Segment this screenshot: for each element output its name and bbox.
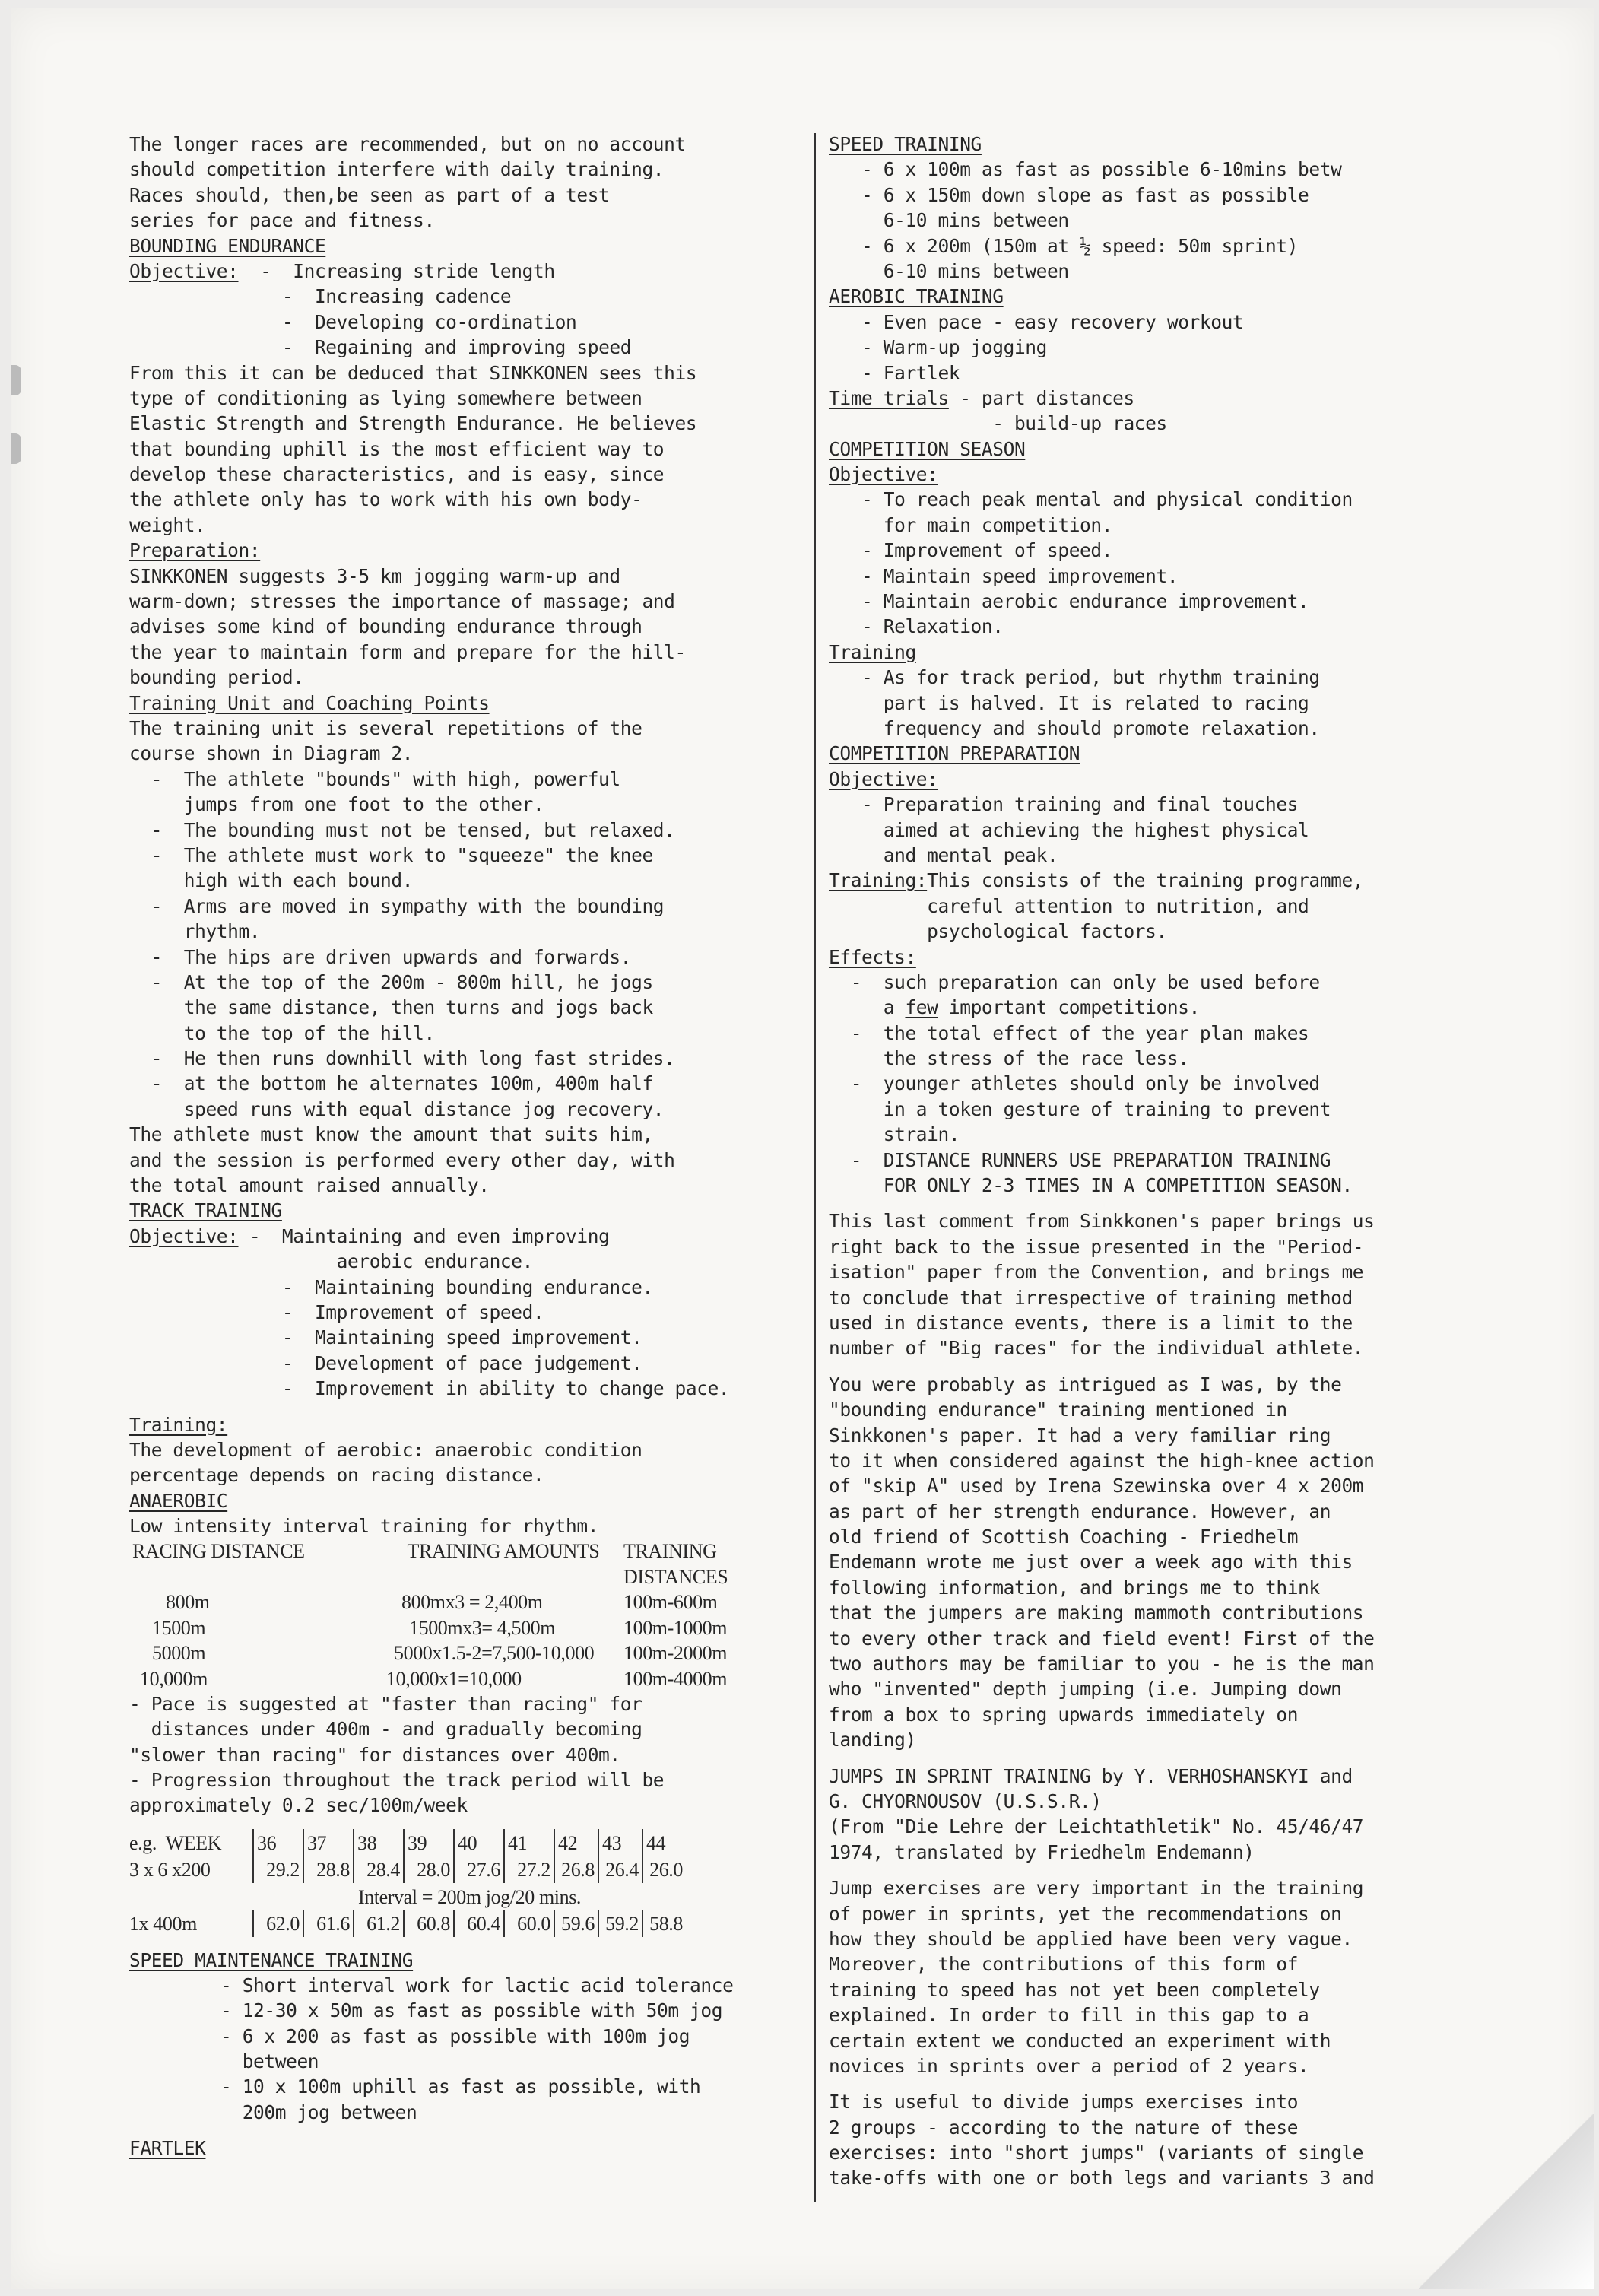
body-line: psychological factors. xyxy=(829,920,1167,943)
coaching-point: - at the bottom he alternates 100m, 400m half xyxy=(129,1072,653,1095)
body-line: that the jumpers are making mammoth contributions xyxy=(829,1602,1364,1624)
section-heading: SPEED TRAINING xyxy=(829,133,982,155)
list-item: - Short interval work for lactic acid tolerance xyxy=(220,1974,734,1996)
objective-item: - Maintaining speed improvement. xyxy=(281,1326,642,1349)
table-cell: 5000m xyxy=(152,1642,206,1665)
list-item: - part distances xyxy=(948,386,1134,409)
body-line: course shown in Diagram 2. xyxy=(129,742,414,765)
table-cell: 60.4 xyxy=(454,1910,504,1936)
table-cell: 28.0 xyxy=(404,1856,454,1882)
table-cell: 100m-2000m xyxy=(623,1642,728,1665)
body-line: explained. In order to fill in this gap to a xyxy=(829,2004,1309,2027)
body-line: From this it can be deduced that SINKKONEN sees this xyxy=(129,361,697,384)
section-heading: Preparation: xyxy=(129,539,261,562)
coaching-point: jumps from one foot to the other. xyxy=(129,793,544,816)
table-cell: 26.8 xyxy=(554,1856,598,1882)
coaching-point: - At the top of the 200m - 800m hill, he jogs xyxy=(129,970,653,993)
article-source: (From "Die Lehre der Leichtathletik" No. 45/46/47 xyxy=(829,1815,1364,1838)
table-header: 43 xyxy=(598,1829,642,1856)
table-cell: 27.2 xyxy=(504,1856,554,1882)
table-cell: 60.8 xyxy=(404,1910,454,1936)
body-line: take-offs with one or both legs and variants 3 and xyxy=(829,2167,1375,2190)
list-item: and mental peak. xyxy=(829,843,1058,866)
table-header: 36 xyxy=(253,1829,303,1856)
coaching-point: rhythm. xyxy=(129,920,261,943)
table-header: TRAINING xyxy=(623,1540,717,1563)
list-item: - the total effect of the year plan makes xyxy=(829,1021,1309,1044)
body-line: percentage depends on racing distance. xyxy=(129,1464,544,1487)
body-line: that bounding uphill is the most efficient way to xyxy=(129,437,665,460)
list-item: - To reach peak mental and physical condition xyxy=(829,488,1353,511)
coaching-point: speed runs with equal distance jog recovery. xyxy=(129,1097,665,1120)
table-header: DISTANCES xyxy=(623,1565,728,1588)
objective-item: - Developing co-ordination xyxy=(281,310,577,333)
body-line: advises some kind of bounding endurance through xyxy=(129,615,642,638)
body-line: Moreover, the contributions of this form of xyxy=(829,1953,1299,1976)
article-source: 1974, translated by Friedhelm Endemann) xyxy=(829,1840,1255,1863)
section-heading: COMPETITION PREPARATION xyxy=(829,742,1080,765)
body-line: the year to maintain form and prepare for the hill- xyxy=(129,640,686,663)
list-item: a xyxy=(829,996,906,1019)
article-title: JUMPS IN SPRINT TRAINING by Y. VERHOSHANSKYI and xyxy=(829,1764,1353,1787)
body-line: two authors may be familiar to you - he is the man xyxy=(829,1653,1375,1675)
objective-label: Objective: xyxy=(829,463,938,486)
racing-distance-table xyxy=(129,1539,731,1691)
table-cell: 61.2 xyxy=(354,1910,404,1936)
table-header: e.g. WEEK xyxy=(129,1831,222,1854)
body-line: landing) xyxy=(829,1729,916,1751)
list-item: between xyxy=(220,2050,319,2073)
coaching-point: - Arms are moved in sympathy with the bounding xyxy=(129,894,665,917)
table-cell: 29.2 xyxy=(253,1856,303,1882)
table-row xyxy=(129,1640,731,1666)
binder-hole xyxy=(11,433,21,464)
section-heading: Effects: xyxy=(829,945,916,968)
section-heading: Training xyxy=(829,640,916,663)
body-line: approximately 0.2 sec/100m/week xyxy=(129,1794,468,1817)
list-item: in a token gesture of training to prevent xyxy=(829,1097,1331,1120)
list-item: strain. xyxy=(829,1123,960,1146)
body-line: the athlete only has to work with his own body- xyxy=(129,488,642,511)
table-cell: 58.8 xyxy=(642,1910,686,1936)
list-item: frequency and should promote relaxation. xyxy=(829,716,1320,739)
objective-label: Objective: xyxy=(829,767,938,790)
body-line: This last comment from Sinkkonen's paper brings us xyxy=(829,1210,1375,1233)
intro-line: The longer races are recommended, but on no account xyxy=(129,133,686,155)
table-cell: 62.0 xyxy=(253,1910,303,1936)
section-heading: TRACK TRAINING xyxy=(129,1199,282,1222)
coaching-point: - The athlete "bounds" with high, powerful xyxy=(129,767,620,790)
list-item: FOR ONLY 2-3 TIMES IN A COMPETITION SEASON. xyxy=(829,1174,1353,1197)
table-header: 42 xyxy=(554,1829,598,1856)
list-item: - build-up races xyxy=(829,412,1167,435)
list-item: aimed at achieving the highest physical xyxy=(829,818,1309,841)
list-item: - such preparation can only be used before xyxy=(829,970,1320,993)
table-cell: 800mx3 = 2,400m xyxy=(401,1591,543,1614)
list-item: - Preparation training and final touches xyxy=(829,793,1299,816)
list-item: - Even pace - easy recovery workout xyxy=(829,310,1244,333)
body-line: This consists of the training programme, xyxy=(927,869,1364,892)
body-line: to every other track and field event! First of the xyxy=(829,1627,1375,1650)
list-item: - Maintain speed improvement. xyxy=(829,564,1179,587)
table-cell: 10,000m xyxy=(140,1667,208,1690)
objective-label: Objective: xyxy=(129,1224,239,1247)
table-cell: 59.2 xyxy=(598,1910,642,1936)
column-divider xyxy=(814,133,816,2202)
emphasis: few xyxy=(905,996,938,1019)
section-heading: Training Unit and Coaching Points xyxy=(129,691,490,714)
coaching-point: high with each bound. xyxy=(129,869,414,892)
objective-item: - Increasing cadence xyxy=(281,285,512,308)
list-item: - 6 x 150m down slope as fast as possible xyxy=(829,183,1309,206)
right-column xyxy=(829,132,1498,2191)
intro-line: series for pace and fitness. xyxy=(129,209,435,232)
table-row xyxy=(129,1910,686,1936)
binder-hole xyxy=(11,365,21,395)
table-cell: 10,000x1=10,000 xyxy=(386,1667,522,1690)
list-item: part is halved. It is related to racing xyxy=(829,691,1309,714)
body-line: used in distance events, there is a limit to the xyxy=(829,1311,1353,1334)
table-cell: 5000x1.5-2=7,500-10,000 xyxy=(394,1642,595,1665)
table-cell: 61.6 xyxy=(303,1910,354,1936)
body-line: isation" paper from the Convention, and brings me xyxy=(829,1261,1364,1284)
training-label: Training: xyxy=(829,869,928,892)
list-item: for main competition. xyxy=(829,513,1113,536)
body-line: from a box to spring upwards immediately on xyxy=(829,1703,1299,1726)
body-line: old friend of Scottish Coaching - Friedhelm xyxy=(829,1526,1299,1548)
table-cell: 27.6 xyxy=(454,1856,504,1882)
objective-item: - Improvement of speed. xyxy=(281,1300,544,1323)
list-item: 6-10 mins between xyxy=(829,259,1069,282)
list-item: - younger athletes should only be involved xyxy=(829,1072,1320,1095)
table-header: 41 xyxy=(504,1829,554,1856)
table-row xyxy=(129,1589,731,1615)
body-line: exercises: into "short jumps" (variants of single xyxy=(829,2142,1364,2164)
list-item: important competitions. xyxy=(938,996,1200,1019)
left-column xyxy=(129,132,798,2161)
objective-item: - Maintaining and even improving xyxy=(249,1224,610,1247)
intro-line: should competition interfere with daily training. xyxy=(129,158,665,181)
body-line: The training unit is several repetitions of the xyxy=(129,716,642,739)
table-cell: 60.0 xyxy=(504,1910,554,1936)
section-heading: COMPETITION SEASON xyxy=(829,437,1026,460)
body-line: right back to the issue presented in the "Period- xyxy=(829,1235,1364,1258)
table-row xyxy=(129,1856,686,1882)
coaching-point: - He then runs downhill with long fast strides. xyxy=(129,1047,675,1070)
section-heading: Training: xyxy=(129,1413,228,1436)
list-item: - 10 x 100m uphill as fast as possible, with xyxy=(220,2075,701,2098)
body-line: SINKKONEN suggests 3-5 km jogging warm-up and xyxy=(129,564,620,587)
body-line: number of "Big races" for the individual athlete. xyxy=(829,1337,1364,1360)
body-line: how they should be applied have been very vague. xyxy=(829,1927,1353,1950)
table-row xyxy=(129,1666,731,1691)
objective-item: - Increasing stride length xyxy=(260,259,555,282)
list-item: 200m jog between xyxy=(220,2101,417,2123)
objective-item: - Maintaining bounding endurance. xyxy=(281,1275,653,1298)
body-line: You were probably as intrigued as I was, by the xyxy=(829,1373,1342,1396)
table-cell: 59.6 xyxy=(554,1910,598,1936)
coaching-point: - The bounding must not be tensed, but relaxed. xyxy=(129,818,675,841)
body-line: 2 groups - according to the nature of these xyxy=(829,2116,1299,2139)
section-heading: FARTLEK xyxy=(129,2137,206,2160)
table-cell: 28.8 xyxy=(303,1856,354,1882)
weekly-progression-table xyxy=(129,1829,686,1937)
body-line: weight. xyxy=(129,513,206,536)
list-item: - Fartlek xyxy=(829,361,960,384)
table-row xyxy=(129,1883,686,1910)
table-cell: 1500mx3= 4,500m xyxy=(409,1616,556,1639)
body-line: Jump exercises are very important in the training xyxy=(829,1877,1364,1900)
table-header: TRAINING AMOUNTS xyxy=(407,1540,600,1563)
list-item: - 6 x 200 as fast as possible with 100m jog xyxy=(220,2024,690,2047)
section-heading: SPEED MAINTENANCE TRAINING xyxy=(129,1948,414,1971)
list-item: - DISTANCE RUNNERS USE PREPARATION TRAINING xyxy=(829,1148,1331,1171)
body-line: The athlete must know the amount that suits him, xyxy=(129,1123,653,1146)
list-item: - 6 x 100m as fast as possible 6-10mins betw xyxy=(829,158,1342,181)
list-item: - Improvement of speed. xyxy=(829,539,1113,562)
body-line: the total amount raised annually. xyxy=(129,1174,490,1197)
body-line: "bounding endurance" training mentioned in xyxy=(829,1399,1287,1421)
body-line: as part of her strength endurance. However, an xyxy=(829,1500,1331,1523)
body-line: It is useful to divide jumps exercises into xyxy=(829,2091,1299,2113)
table-header: 39 xyxy=(404,1829,454,1856)
body-line: following information, and brings me to think xyxy=(829,1576,1320,1599)
list-item: - Relaxation. xyxy=(829,615,1004,638)
list-item: 6-10 mins between xyxy=(829,209,1069,232)
body-line: of "skip A" used by Irena Szewinska over 4 x 200m xyxy=(829,1475,1364,1497)
body-line: Elastic Strength and Strength Endurance. He believes xyxy=(129,412,697,435)
objective-item: - Development of pace judgement. xyxy=(281,1351,642,1374)
body-line: warm-down; stresses the importance of massage; and xyxy=(129,590,675,613)
body-line: who "invented" depth jumping (i.e. Jumping down xyxy=(829,1678,1342,1701)
list-item: - Warm-up jogging xyxy=(829,336,1048,359)
body-line: type of conditioning as lying somewhere between xyxy=(129,386,642,409)
table-row xyxy=(129,1615,731,1640)
table-cell: 3 x 6 x200 xyxy=(129,1859,211,1882)
coaching-point: to the top of the hill. xyxy=(129,1021,435,1044)
body-line: The development of aerobic: anaerobic condition xyxy=(129,1438,642,1461)
table-header: 44 xyxy=(642,1829,686,1856)
table-cell: 26.0 xyxy=(642,1856,686,1882)
table-cell: 800m xyxy=(166,1591,210,1614)
body-line: to it when considered against the high-knee action xyxy=(829,1449,1375,1472)
table-header: 40 xyxy=(454,1829,504,1856)
table-row xyxy=(129,1829,686,1856)
list-item: the stress of the race less. xyxy=(829,1047,1189,1070)
body-line: Sinkkonen's paper. It had a very familiar ring xyxy=(829,1424,1331,1447)
table-cell: 26.4 xyxy=(598,1856,642,1882)
body-line: Endemann wrote me just over a week ago with this xyxy=(829,1551,1353,1574)
body-line: Low intensity interval training for rhythm. xyxy=(129,1515,599,1538)
list-item: - Maintain aerobic endurance improvement. xyxy=(829,590,1309,613)
body-line: certain extent we conducted an experiment with xyxy=(829,2029,1331,2052)
intro-line: Races should, then,be seen as part of a test xyxy=(129,183,610,206)
section-heading: AEROBIC TRAINING xyxy=(829,285,1004,308)
body-line: distances under 400m - and gradually becoming xyxy=(129,1718,642,1741)
table-cell: 100m-4000m xyxy=(623,1667,728,1690)
objective-item: aerobic endurance. xyxy=(303,1250,533,1273)
time-trials-label: Time trials xyxy=(829,386,949,409)
body-line: of power in sprints, yet the recommendations on xyxy=(829,1902,1342,1925)
interval-note: Interval = 200m jog/20 mins. xyxy=(357,1885,582,1908)
body-line: "slower than racing" for distances over 400m. xyxy=(129,1743,620,1766)
table-header: RACING DISTANCE xyxy=(132,1540,305,1563)
list-item: - 6 x 200m (150m at ½ speed: 50m sprint) xyxy=(829,234,1299,257)
coaching-point: - The hips are driven upwards and forwards. xyxy=(129,945,632,968)
body-line: novices in sprints over a period of 2 years. xyxy=(829,2054,1309,2077)
objective-item: - Regaining and improving speed xyxy=(281,336,632,359)
table-header: 38 xyxy=(354,1829,404,1856)
section-heading: BOUNDING ENDURANCE xyxy=(129,234,326,257)
table-header: 37 xyxy=(303,1829,354,1856)
table-cell: 100m-600m xyxy=(623,1591,718,1614)
body-line: bounding period. xyxy=(129,666,304,689)
coaching-point: the same distance, then turns and jogs back xyxy=(129,996,653,1019)
body-line: training to speed has not yet been completely xyxy=(829,1978,1320,2001)
list-item: - 12-30 x 50m as fast as possible with 50m jog xyxy=(220,1999,723,2022)
article-authors: G. CHYORNOUSOV (U.S.S.R.) xyxy=(829,1790,1102,1812)
table-cell: 1x 400m xyxy=(129,1913,197,1936)
body-line: - Pace is suggested at "faster than racing" for xyxy=(129,1692,642,1715)
coaching-point: - The athlete must work to "squeeze" the knee xyxy=(129,843,653,866)
objective-item: - Improvement in ability to change pace. xyxy=(281,1377,730,1400)
body-line: - Progression throughout the track period will be xyxy=(129,1769,665,1792)
section-heading: ANAEROBIC xyxy=(129,1489,228,1512)
body-line: develop these characteristics, and is easy, since xyxy=(129,463,665,486)
table-cell: 28.4 xyxy=(354,1856,404,1882)
list-item: - As for track period, but rhythm training xyxy=(829,666,1320,689)
body-line: careful attention to nutrition, and xyxy=(829,894,1309,917)
table-cell: 1500m xyxy=(152,1616,206,1639)
body-line: and the session is performed every other day, with xyxy=(129,1148,675,1171)
table-cell: 100m-1000m xyxy=(623,1616,728,1639)
objective-label: Objective: xyxy=(129,259,239,282)
body-line: to conclude that irrespective of training method xyxy=(829,1286,1353,1309)
